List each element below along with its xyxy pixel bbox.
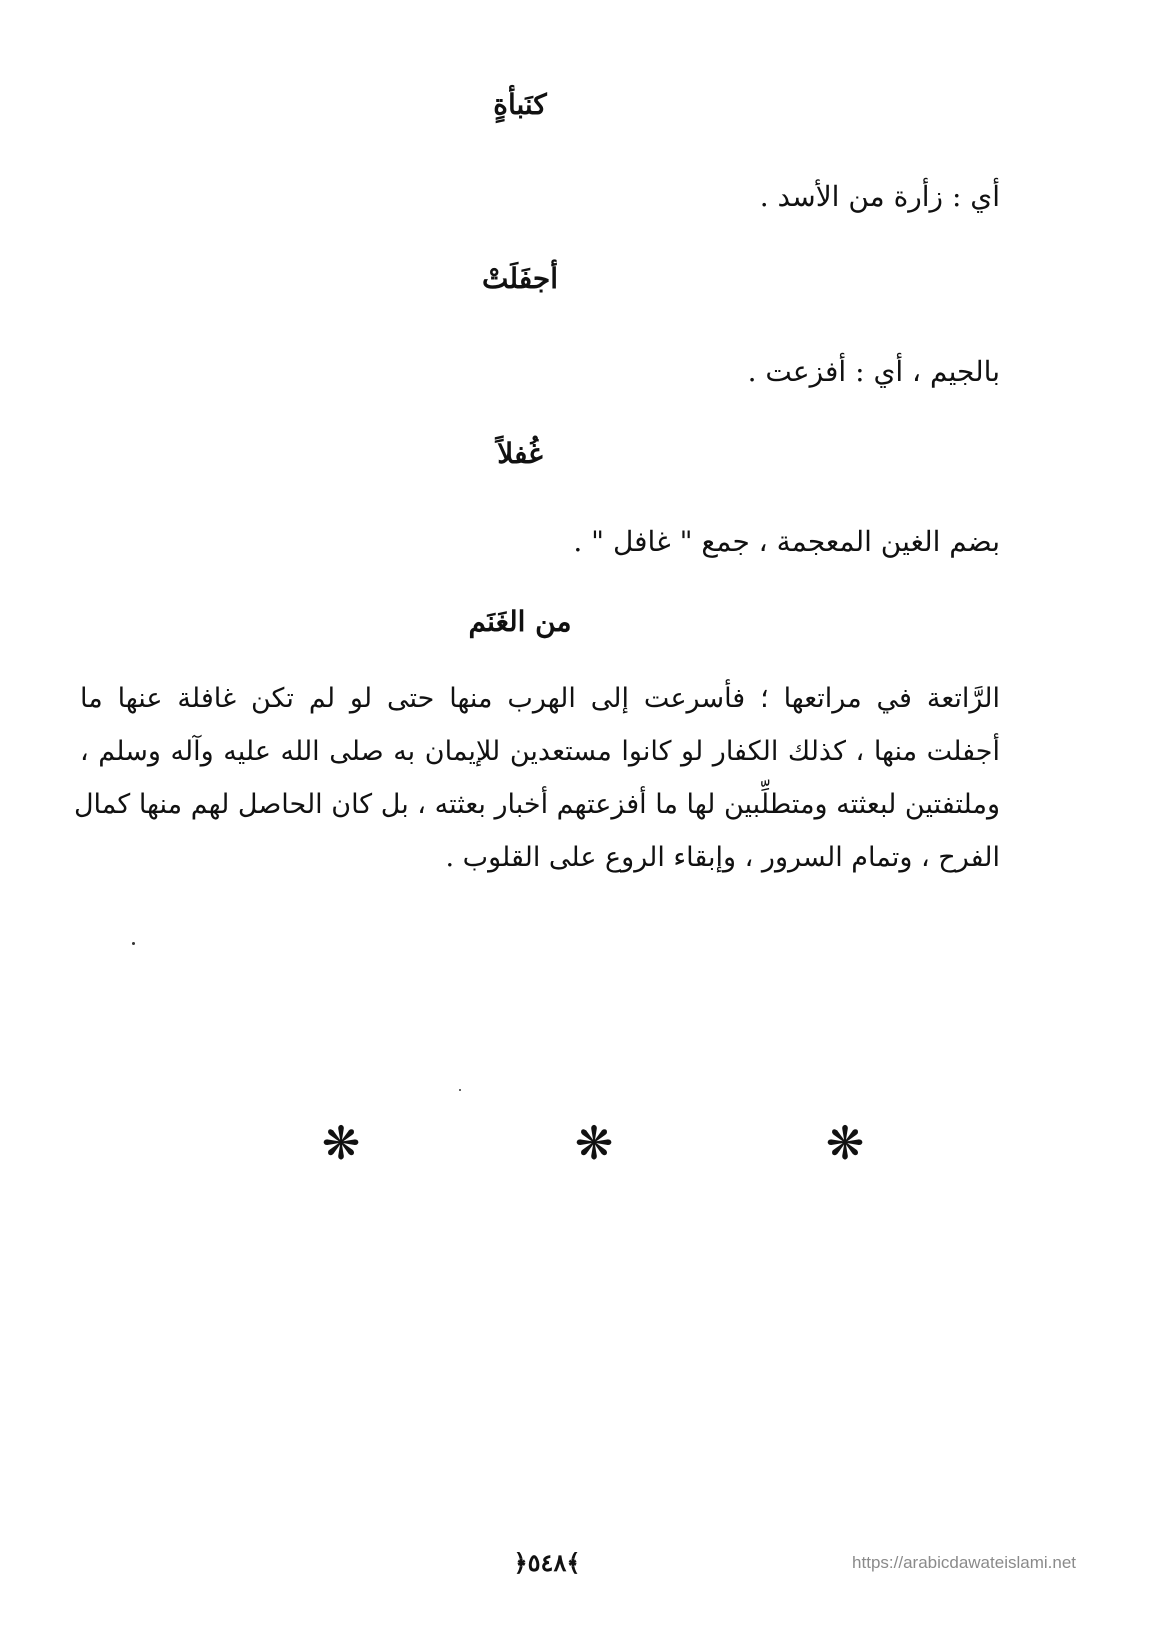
asterisk-flower-icon: ❋ xyxy=(574,1116,614,1170)
paragraph-line: الرَّاتعة في مراتعها ؛ فأسرعت إلى الهرب منها حتى لو لم تكن غافلة عنها ما xyxy=(80,683,1000,714)
body-paragraph xyxy=(73,672,1000,884)
paragraph-line: أجفلت منها ، كذلك الكفار لو كانوا مستعدين للإيمان به صلى الله عليه وآله وسلم ، xyxy=(80,736,1000,767)
entry-definition-2: بالجيم ، أي : أفزعت . xyxy=(747,355,1000,388)
asterisk-flower-icon: ❋ xyxy=(825,1116,865,1170)
source-url: https://arabicdawateislami.net xyxy=(852,1553,1076,1572)
asterisk-flower-icon: ❋ xyxy=(321,1116,361,1170)
section-heading: من الغَنَم xyxy=(468,605,572,638)
entry-heading-3: غُفلاً xyxy=(497,437,543,470)
scan-speck xyxy=(459,1089,461,1091)
entry-definition-3: بضم الغين المعجمة ، جمع " غافل " . xyxy=(573,525,1000,558)
scan-speck xyxy=(132,942,135,945)
entry-heading-1: كنَبأةٍ xyxy=(493,88,547,121)
page-number: ﴿٥٤٨﴾ xyxy=(513,1548,581,1577)
section-separator xyxy=(0,1118,1158,1178)
paragraph-line: الفرح ، وتمام السرور ، وإبقاء الروع على القلوب . xyxy=(445,842,1000,873)
entry-heading-2: أجفَلَتْ xyxy=(481,262,558,295)
entry-definition-1: أي : زأرة من الأسد . xyxy=(759,180,1000,213)
paragraph-line: وملتفتين لبعثته ومتطلِّبين لها ما أفزعتهم أخبار بعثته ، بل كان الحاصل لهم منها كمال xyxy=(73,789,1000,820)
